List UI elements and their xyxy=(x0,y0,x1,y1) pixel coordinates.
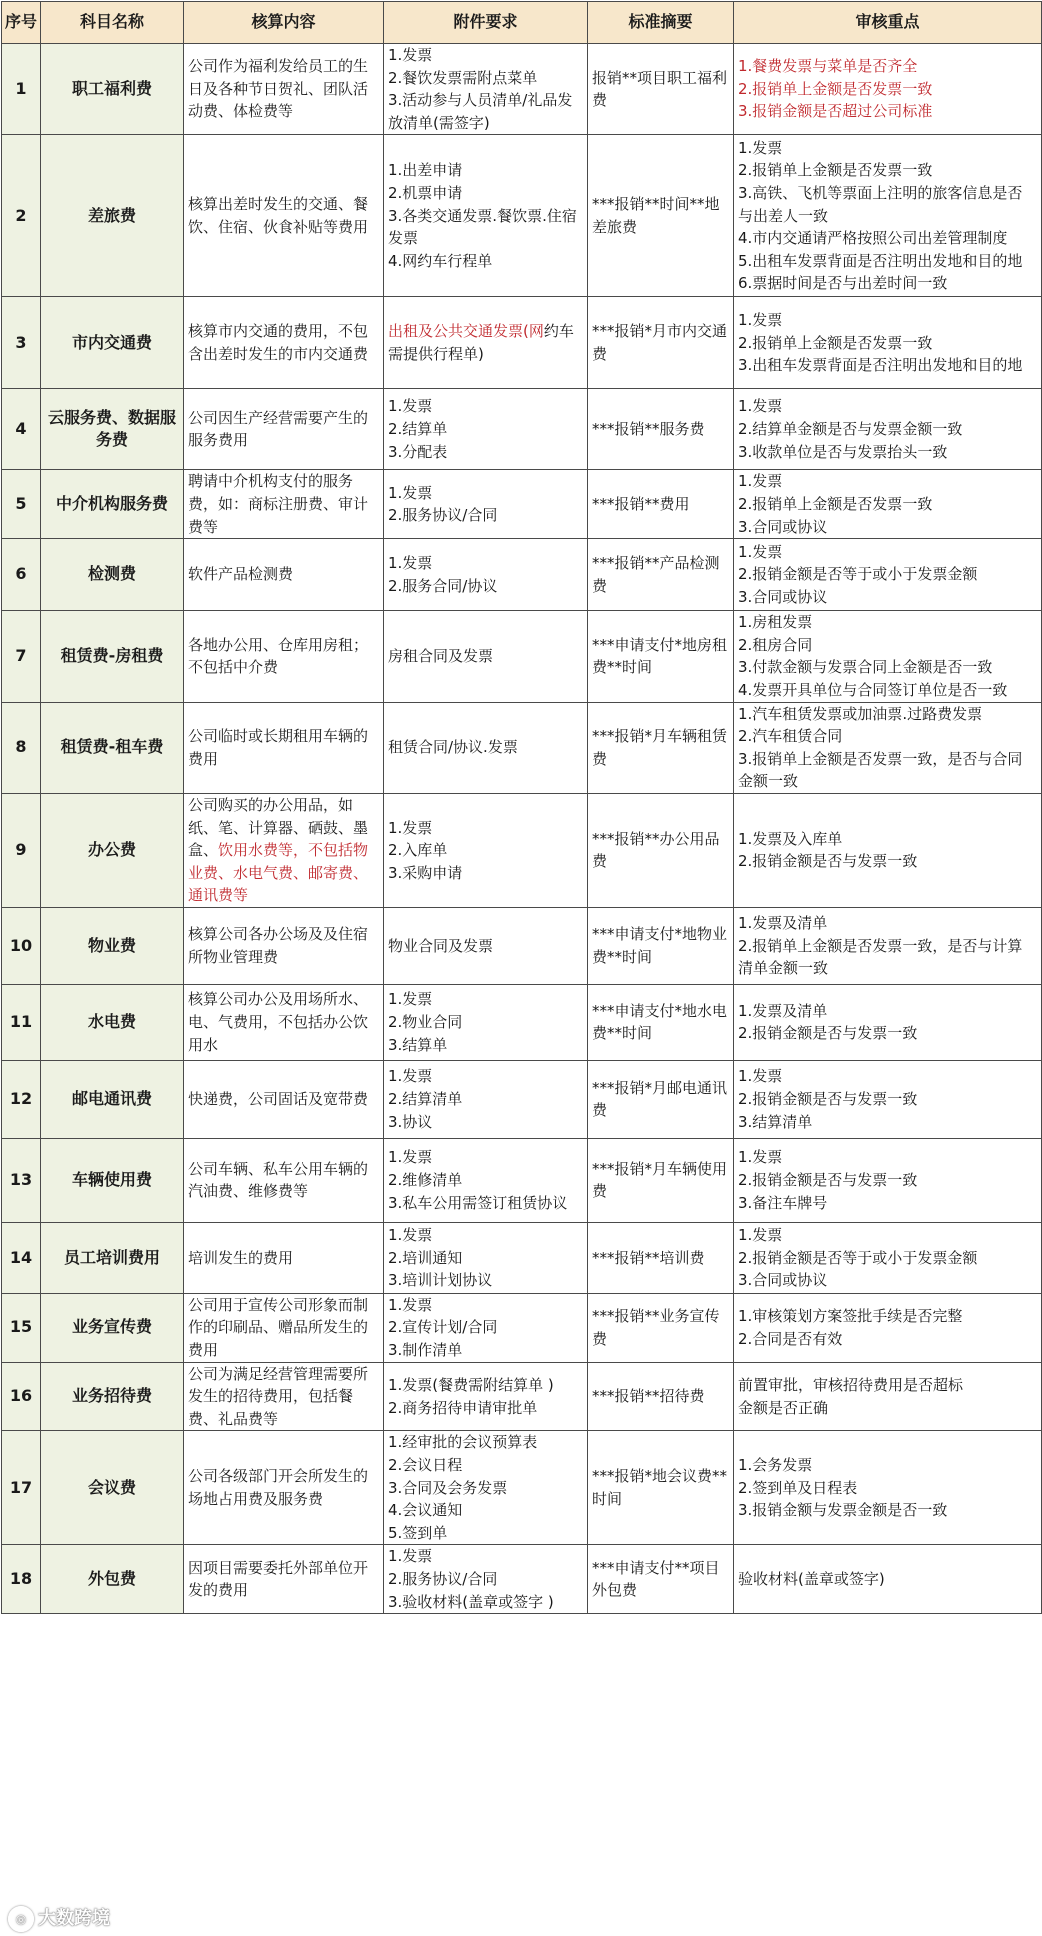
line-item: 1.出差申请 xyxy=(388,161,463,180)
attachment-highlight: 出租及公共交通发票(网 xyxy=(388,322,544,341)
line-item: 3.出租车发票背面是否注明出发地和目的地 xyxy=(738,356,1023,375)
row-accounting-content: 培训发生的费用 xyxy=(184,1222,384,1293)
row-audit-focus xyxy=(734,1138,1042,1222)
line-item: 2.餐饮发票需附点菜单 xyxy=(388,68,538,87)
row-subject-name xyxy=(41,702,184,793)
line-item: 1.发票 xyxy=(388,818,433,837)
line-item: 2.汽车租赁合同 xyxy=(738,727,843,746)
line-item: 2.结算清单 xyxy=(388,1090,463,1109)
row-standard-summary: ***报销**费用 xyxy=(588,470,734,539)
row-attachments xyxy=(384,297,588,389)
row-audit-focus xyxy=(734,1060,1042,1138)
row-attachments xyxy=(384,702,588,793)
row-standard-summary: ***申请支付*地房租费**时间 xyxy=(588,611,734,702)
subject-name-text: 邮电通讯费 xyxy=(71,1089,152,1109)
watermark-text: 大数跨境 xyxy=(38,1908,110,1929)
row-subject-name xyxy=(41,1293,184,1362)
row-subject-name xyxy=(41,389,184,470)
subject-name-text: 业务招待费 xyxy=(71,1386,152,1406)
line-item: 2.物业合同 xyxy=(388,1013,463,1032)
line-item: 3.报销单上金额是否发票一致，是否与合同金额一致 xyxy=(738,749,1023,791)
row-seq: 3 xyxy=(2,297,41,389)
line-item: 2.宣传计划/合同 xyxy=(388,1318,498,1337)
line-item: 房租合同及发票 xyxy=(388,647,494,666)
row-standard-summary: ***申请支付*地水电费**时间 xyxy=(588,984,734,1060)
row-audit-focus xyxy=(734,702,1042,793)
line-item: 1.汽车租赁发票或加油票.过路费发票 xyxy=(738,704,983,723)
header-accounting-content: 核算内容 xyxy=(184,2,384,44)
row-audit-focus xyxy=(734,539,1042,611)
line-item: 2.报销金额是否与发票一致 xyxy=(738,1171,918,1190)
content-text: 公司购买的办公用品，如纸、笔、计算器、硒鼓、墨盒、 xyxy=(188,795,369,860)
row-seq: 15 xyxy=(2,1293,41,1362)
row-attachments xyxy=(384,539,588,611)
line-item: 2.租房合同 xyxy=(738,635,813,654)
row-standard-summary: ***报销*地会议费**时间 xyxy=(588,1431,734,1545)
row-seq: 1 xyxy=(2,44,41,135)
line-item: 2.结算单金额是否与发票金额一致 xyxy=(738,420,963,439)
row-subject-name xyxy=(41,1138,184,1222)
line-item: 3.合同及会务发票 xyxy=(388,1478,508,1497)
line-item: 5.出租车发票背面是否注明出发地和目的地 xyxy=(738,251,1023,270)
row-audit-focus xyxy=(734,470,1042,539)
row-accounting-content: 核算市内交通的费用，不包含出差时发生的市内交通费 xyxy=(184,297,384,389)
row-accounting-content: 核算公司各办公场及及住宿所物业管理费 xyxy=(184,907,384,984)
row-subject-name xyxy=(41,297,184,389)
line-item: 1.发票 xyxy=(738,1225,783,1244)
row-standard-summary: ***报销*月邮电通讯费 xyxy=(588,1060,734,1138)
line-item: 2.服务合同/协议 xyxy=(388,576,498,595)
subject-name-text: 员工培训费用 xyxy=(63,1247,160,1267)
row-accounting-content: 各地办公用、仓库用房租；不包括中介费 xyxy=(184,611,384,702)
row-seq: 16 xyxy=(2,1362,41,1431)
line-item: 5.签到单 xyxy=(388,1523,448,1542)
line-item: 3.验收材料(盖章或签字 ) xyxy=(388,1592,554,1611)
row-attachments xyxy=(384,1431,588,1545)
row-seq: 14 xyxy=(2,1222,41,1293)
row-attachments xyxy=(384,44,588,135)
line-item: 2.报销单上金额是否发票一致 xyxy=(738,79,933,98)
row-accounting-content xyxy=(184,793,384,907)
row-audit-focus xyxy=(734,44,1042,135)
line-item: 1.发票 xyxy=(388,483,433,502)
line-item: 2.维修清单 xyxy=(388,1171,463,1190)
table-row xyxy=(2,297,1042,389)
line-item: 3.采购申请 xyxy=(388,863,463,882)
table-row xyxy=(2,1545,1042,1614)
row-seq: 11 xyxy=(2,984,41,1060)
row-seq: 10 xyxy=(2,907,41,984)
subject-name-text: 外包费 xyxy=(87,1569,136,1588)
row-standard-summary: 报销**项目职工福利费 xyxy=(588,44,734,135)
line-item: 2.报销金额是否等于或小于发票金额 xyxy=(738,1248,978,1267)
row-audit-focus xyxy=(734,1222,1042,1293)
row-subject-name xyxy=(41,539,184,611)
line-item: 4.发票开具单位与合同签订单位是否一致 xyxy=(738,680,1008,699)
row-seq: 7 xyxy=(2,611,41,702)
row-attachments xyxy=(384,1060,588,1138)
row-accounting-content: 软件产品检测费 xyxy=(184,539,384,611)
row-attachments xyxy=(384,1545,588,1614)
table-row xyxy=(2,907,1042,984)
row-seq: 13 xyxy=(2,1138,41,1222)
line-item: 3.合同或协议 xyxy=(738,587,828,606)
line-item: 3.付款金额与发票合同上金额是否一致 xyxy=(738,658,993,677)
subject-name-text: 检测费 xyxy=(87,564,136,584)
line-item: 2.入库单 xyxy=(388,841,448,860)
subject-name-text: 职工福利费 xyxy=(71,78,152,98)
line-item: 1.发票 xyxy=(738,397,783,416)
row-subject-name xyxy=(41,907,184,984)
line-item: 1.发票 xyxy=(738,310,783,329)
row-subject-name xyxy=(41,1545,184,1614)
line-item: 2.报销单上金额是否发票一致 xyxy=(738,494,933,513)
row-standard-summary: ***报销**业务宣传费 xyxy=(588,1293,734,1362)
row-attachments xyxy=(384,135,588,297)
row-attachments xyxy=(384,1362,588,1431)
header-subject-name: 科目名称 xyxy=(41,2,184,44)
subject-name-text: 业务宣传费 xyxy=(71,1317,152,1337)
row-accounting-content: 快递费，公司固话及宽带费 xyxy=(184,1060,384,1138)
subject-name-text: 会议费 xyxy=(87,1477,136,1497)
line-item: 1.经审批的会议预算表 xyxy=(388,1433,538,1452)
row-standard-summary: ***报销**培训费 xyxy=(588,1222,734,1293)
line-item: 2.报销金额是否与发票一致 xyxy=(738,1024,918,1043)
table-row xyxy=(2,389,1042,470)
subject-name-text: 云服务费、数据服务费 xyxy=(47,407,176,450)
line-item: 1.发票 xyxy=(738,138,783,157)
line-item: 1.餐费发票与菜单是否齐全 xyxy=(738,57,918,76)
line-item: 2.报销单上金额是否发票一致 xyxy=(738,333,933,352)
line-item: 1.发票(餐费需附结算单 ) xyxy=(388,1375,554,1394)
row-seq: 2 xyxy=(2,135,41,297)
line-item: 1.发票 xyxy=(388,1225,433,1244)
row-standard-summary: ***报销*月市内交通费 xyxy=(588,297,734,389)
row-accounting-content: 公司因生产经营需要产生的服务费用 xyxy=(184,389,384,470)
table-row xyxy=(2,539,1042,611)
row-attachments xyxy=(384,984,588,1060)
row-audit-focus xyxy=(734,611,1042,702)
row-subject-name xyxy=(41,611,184,702)
line-item: 3.各类交通发票.餐饮票.住宿发票 xyxy=(388,206,577,248)
row-standard-summary: ***报销*月车辆使用费 xyxy=(588,1138,734,1222)
watermark xyxy=(8,1904,110,1932)
header-attachments: 附件要求 xyxy=(384,2,588,44)
row-seq: 9 xyxy=(2,793,41,907)
row-accounting-content: 公司各级部门开会所发生的场地占用费及服务费 xyxy=(184,1431,384,1545)
subject-name-text: 差旅费 xyxy=(87,205,136,225)
row-accounting-content: 公司为满足经营管理需要所发生的招待费用，包括餐费、礼品费等 xyxy=(184,1362,384,1431)
line-item: 1.会务发票 xyxy=(738,1456,813,1475)
row-accounting-content: 核算出差时发生的交通、餐饮、住宿、伙食补贴等费用 xyxy=(184,135,384,297)
row-attachments xyxy=(384,389,588,470)
row-standard-summary: ***报销**时间**地差旅费 xyxy=(588,135,734,297)
row-attachments xyxy=(384,1138,588,1222)
subject-name-text: 物业费 xyxy=(87,935,136,955)
header-row xyxy=(2,2,1042,44)
line-item: 1.发票 xyxy=(388,1547,433,1566)
header-audit-focus: 审核重点 xyxy=(734,2,1042,44)
subject-name-text: 办公费 xyxy=(87,840,136,860)
row-seq: 12 xyxy=(2,1060,41,1138)
line-item: 3.收款单位是否与发票抬头一致 xyxy=(738,442,948,461)
line-item: 3.协议 xyxy=(388,1112,433,1131)
row-audit-focus xyxy=(734,1431,1042,1545)
line-item: 2.报销单上金额是否发票一致，是否与计算清单金额一致 xyxy=(738,936,1023,978)
row-subject-name xyxy=(41,1060,184,1138)
line-item: 1.发票 xyxy=(738,542,783,561)
row-standard-summary: ***申请支付**项目外包费 xyxy=(588,1545,734,1614)
line-item: 3.结算单 xyxy=(388,1035,448,1054)
line-item: 3.高铁、飞机等票面上注明的旅客信息是否与出差人一致 xyxy=(738,183,1023,225)
row-accounting-content: 因项目需要委托外部单位开发的费用 xyxy=(184,1545,384,1614)
table-row xyxy=(2,611,1042,702)
line-item: 4.市内交通请严格按照公司出差管理制度 xyxy=(738,229,1008,248)
line-item: 1.发票 xyxy=(738,1067,783,1086)
watermark-logo-icon: ◎ xyxy=(8,1906,34,1932)
table-row xyxy=(2,44,1042,135)
line-item: 1.发票 xyxy=(388,46,433,64)
content-excluded-text: 饮用水费等，不包括物业费、水电气费、邮寄费、通讯费等 xyxy=(188,841,369,905)
row-attachments xyxy=(384,793,588,907)
line-item: 1.发票 xyxy=(388,554,433,573)
line-item: 3.培训计划协议 xyxy=(388,1271,493,1290)
line-item: 2.商务招待申请审批单 xyxy=(388,1398,538,1417)
line-item: 前置审批，审核招待费用是否超标 xyxy=(738,1375,964,1394)
row-accounting-content: 公司用于宣传公司形象而制作的印刷品、赠品所发生的费用 xyxy=(184,1293,384,1362)
table-row xyxy=(2,1362,1042,1431)
line-item: 3.活动参与人员清单/礼品发放清单(需签字) xyxy=(388,91,573,132)
line-item: 物业合同及发票 xyxy=(388,936,494,955)
line-item: 1.发票及清单 xyxy=(738,913,828,932)
row-audit-focus xyxy=(734,135,1042,297)
line-item: 2.服务协议/合同 xyxy=(388,1570,498,1588)
row-subject-name xyxy=(41,135,184,297)
row-seq: 18 xyxy=(2,1545,41,1614)
table-row xyxy=(2,1222,1042,1293)
row-seq: 6 xyxy=(2,539,41,611)
row-subject-name xyxy=(41,1431,184,1545)
line-item: 1.审核策划方案签批手续是否完整 xyxy=(738,1307,963,1326)
header-standard-summary: 标准摘要 xyxy=(588,2,734,44)
row-seq: 17 xyxy=(2,1431,41,1545)
row-audit-focus xyxy=(734,1362,1042,1431)
row-standard-summary: ***报销**产品检测费 xyxy=(588,539,734,611)
row-attachments xyxy=(384,470,588,539)
line-item: 2.机票申请 xyxy=(388,183,463,202)
line-item: 3.合同或协议 xyxy=(738,517,828,536)
line-item: 3.合同或协议 xyxy=(738,1271,828,1290)
header-seq: 序号 xyxy=(2,2,41,44)
row-standard-summary: ***报销**服务费 xyxy=(588,389,734,470)
row-standard-summary: ***申请支付*地物业费**时间 xyxy=(588,907,734,984)
line-item: 1.发票 xyxy=(388,1148,433,1167)
subject-name-text: 水电费 xyxy=(87,1012,136,1032)
line-item: 2.结算单 xyxy=(388,420,448,439)
row-accounting-content: 聘请中介机构支付的服务费，如：商标注册费、审计费等 xyxy=(184,470,384,539)
table-row xyxy=(2,1138,1042,1222)
line-item: 1.发票 xyxy=(388,990,433,1009)
line-item: 1.发票及入库单 xyxy=(738,829,843,848)
row-seq: 4 xyxy=(2,389,41,470)
line-item: 3.结算清单 xyxy=(738,1112,813,1131)
line-item: 租赁合同/协议.发票 xyxy=(388,738,518,757)
row-audit-focus xyxy=(734,907,1042,984)
line-item: 1.发票 xyxy=(388,1295,433,1314)
row-subject-name xyxy=(41,793,184,907)
row-audit-focus xyxy=(734,1545,1042,1614)
line-item: 3.报销金额与发票金额是否一致 xyxy=(738,1501,948,1520)
line-item: 1.发票 xyxy=(738,472,783,491)
table-row xyxy=(2,470,1042,539)
subject-name-text: 租赁费-房租费 xyxy=(60,646,164,666)
line-item: 金额是否正确 xyxy=(738,1398,829,1417)
line-item: 3.报销金额是否超过公司标准 xyxy=(738,102,933,121)
line-item: 2.报销金额是否与发票一致 xyxy=(738,852,918,871)
table-row xyxy=(2,702,1042,793)
expense-subject-table xyxy=(1,1,1042,1614)
table-row xyxy=(2,1060,1042,1138)
line-item: 1.发票及清单 xyxy=(738,1001,828,1020)
table-row xyxy=(2,1293,1042,1362)
line-item: 4.会议通知 xyxy=(388,1501,463,1520)
line-item: 2.服务协议/合同 xyxy=(388,506,498,525)
line-item: 验收材料(盖章或签字) xyxy=(738,1570,885,1588)
subject-name-text: 中介机构服务费 xyxy=(55,493,168,513)
line-item: 2.报销单上金额是否发票一致 xyxy=(738,161,933,180)
row-subject-name xyxy=(41,470,184,539)
line-item: 2.培训通知 xyxy=(388,1248,463,1267)
line-item: 3.私车公用需签订租赁协议 xyxy=(388,1193,568,1212)
line-item: 2.签到单及日程表 xyxy=(738,1478,858,1497)
line-item: 3.制作清单 xyxy=(388,1341,463,1360)
row-subject-name xyxy=(41,984,184,1060)
attachment-text: 约车需提供行程单) xyxy=(388,322,574,363)
row-attachments xyxy=(384,1222,588,1293)
table-body xyxy=(2,44,1042,1614)
table-row xyxy=(2,793,1042,907)
line-item: 2.报销金额是否与发票一致 xyxy=(738,1090,918,1109)
line-item: 1.发票 xyxy=(388,397,433,416)
row-standard-summary: ***报销**办公用品费 xyxy=(588,793,734,907)
row-seq: 5 xyxy=(2,470,41,539)
table-row xyxy=(2,984,1042,1060)
row-audit-focus xyxy=(734,389,1042,470)
row-accounting-content: 公司临时或长期租用车辆的费用 xyxy=(184,702,384,793)
row-accounting-content: 公司作为福利发给员工的生日及各种节日贺礼、团队活动费、体检费等 xyxy=(184,44,384,135)
line-item: 4.网约车行程单 xyxy=(388,251,493,270)
table-row xyxy=(2,135,1042,297)
row-accounting-content: 公司车辆、私车公用车辆的汽油费、维修费等 xyxy=(184,1138,384,1222)
line-item: 1.发票 xyxy=(738,1148,783,1167)
row-audit-focus xyxy=(734,1293,1042,1362)
table-row xyxy=(2,1431,1042,1545)
line-item: 2.合同是否有效 xyxy=(738,1329,843,1348)
line-item: 3.备注车牌号 xyxy=(738,1193,828,1212)
row-audit-focus xyxy=(734,297,1042,389)
line-item: 2.会议日程 xyxy=(388,1456,463,1475)
row-audit-focus xyxy=(734,984,1042,1060)
line-item: 3.分配表 xyxy=(388,442,448,461)
line-item: 6.票据时间是否与出差时间一致 xyxy=(738,274,948,293)
line-item: 2.报销金额是否等于或小于发票金额 xyxy=(738,565,978,584)
row-attachments xyxy=(384,907,588,984)
row-audit-focus xyxy=(734,793,1042,907)
subject-name-text: 租赁费-租车费 xyxy=(60,737,164,757)
row-subject-name xyxy=(41,1362,184,1431)
row-standard-summary: ***报销**招待费 xyxy=(588,1362,734,1431)
line-item: 1.房租发票 xyxy=(738,613,813,632)
row-standard-summary: ***报销*月车辆租赁费 xyxy=(588,702,734,793)
row-seq: 8 xyxy=(2,702,41,793)
line-item: 1.发票 xyxy=(388,1067,433,1086)
row-subject-name xyxy=(41,44,184,135)
row-attachments xyxy=(384,611,588,702)
row-attachments xyxy=(384,1293,588,1362)
row-accounting-content: 核算公司办公及用场所水、电、气费用，不包括办公饮用水 xyxy=(184,984,384,1060)
row-subject-name xyxy=(41,1222,184,1293)
subject-name-text: 车辆使用费 xyxy=(71,1170,152,1190)
subject-name-text: 市内交通费 xyxy=(71,332,152,352)
